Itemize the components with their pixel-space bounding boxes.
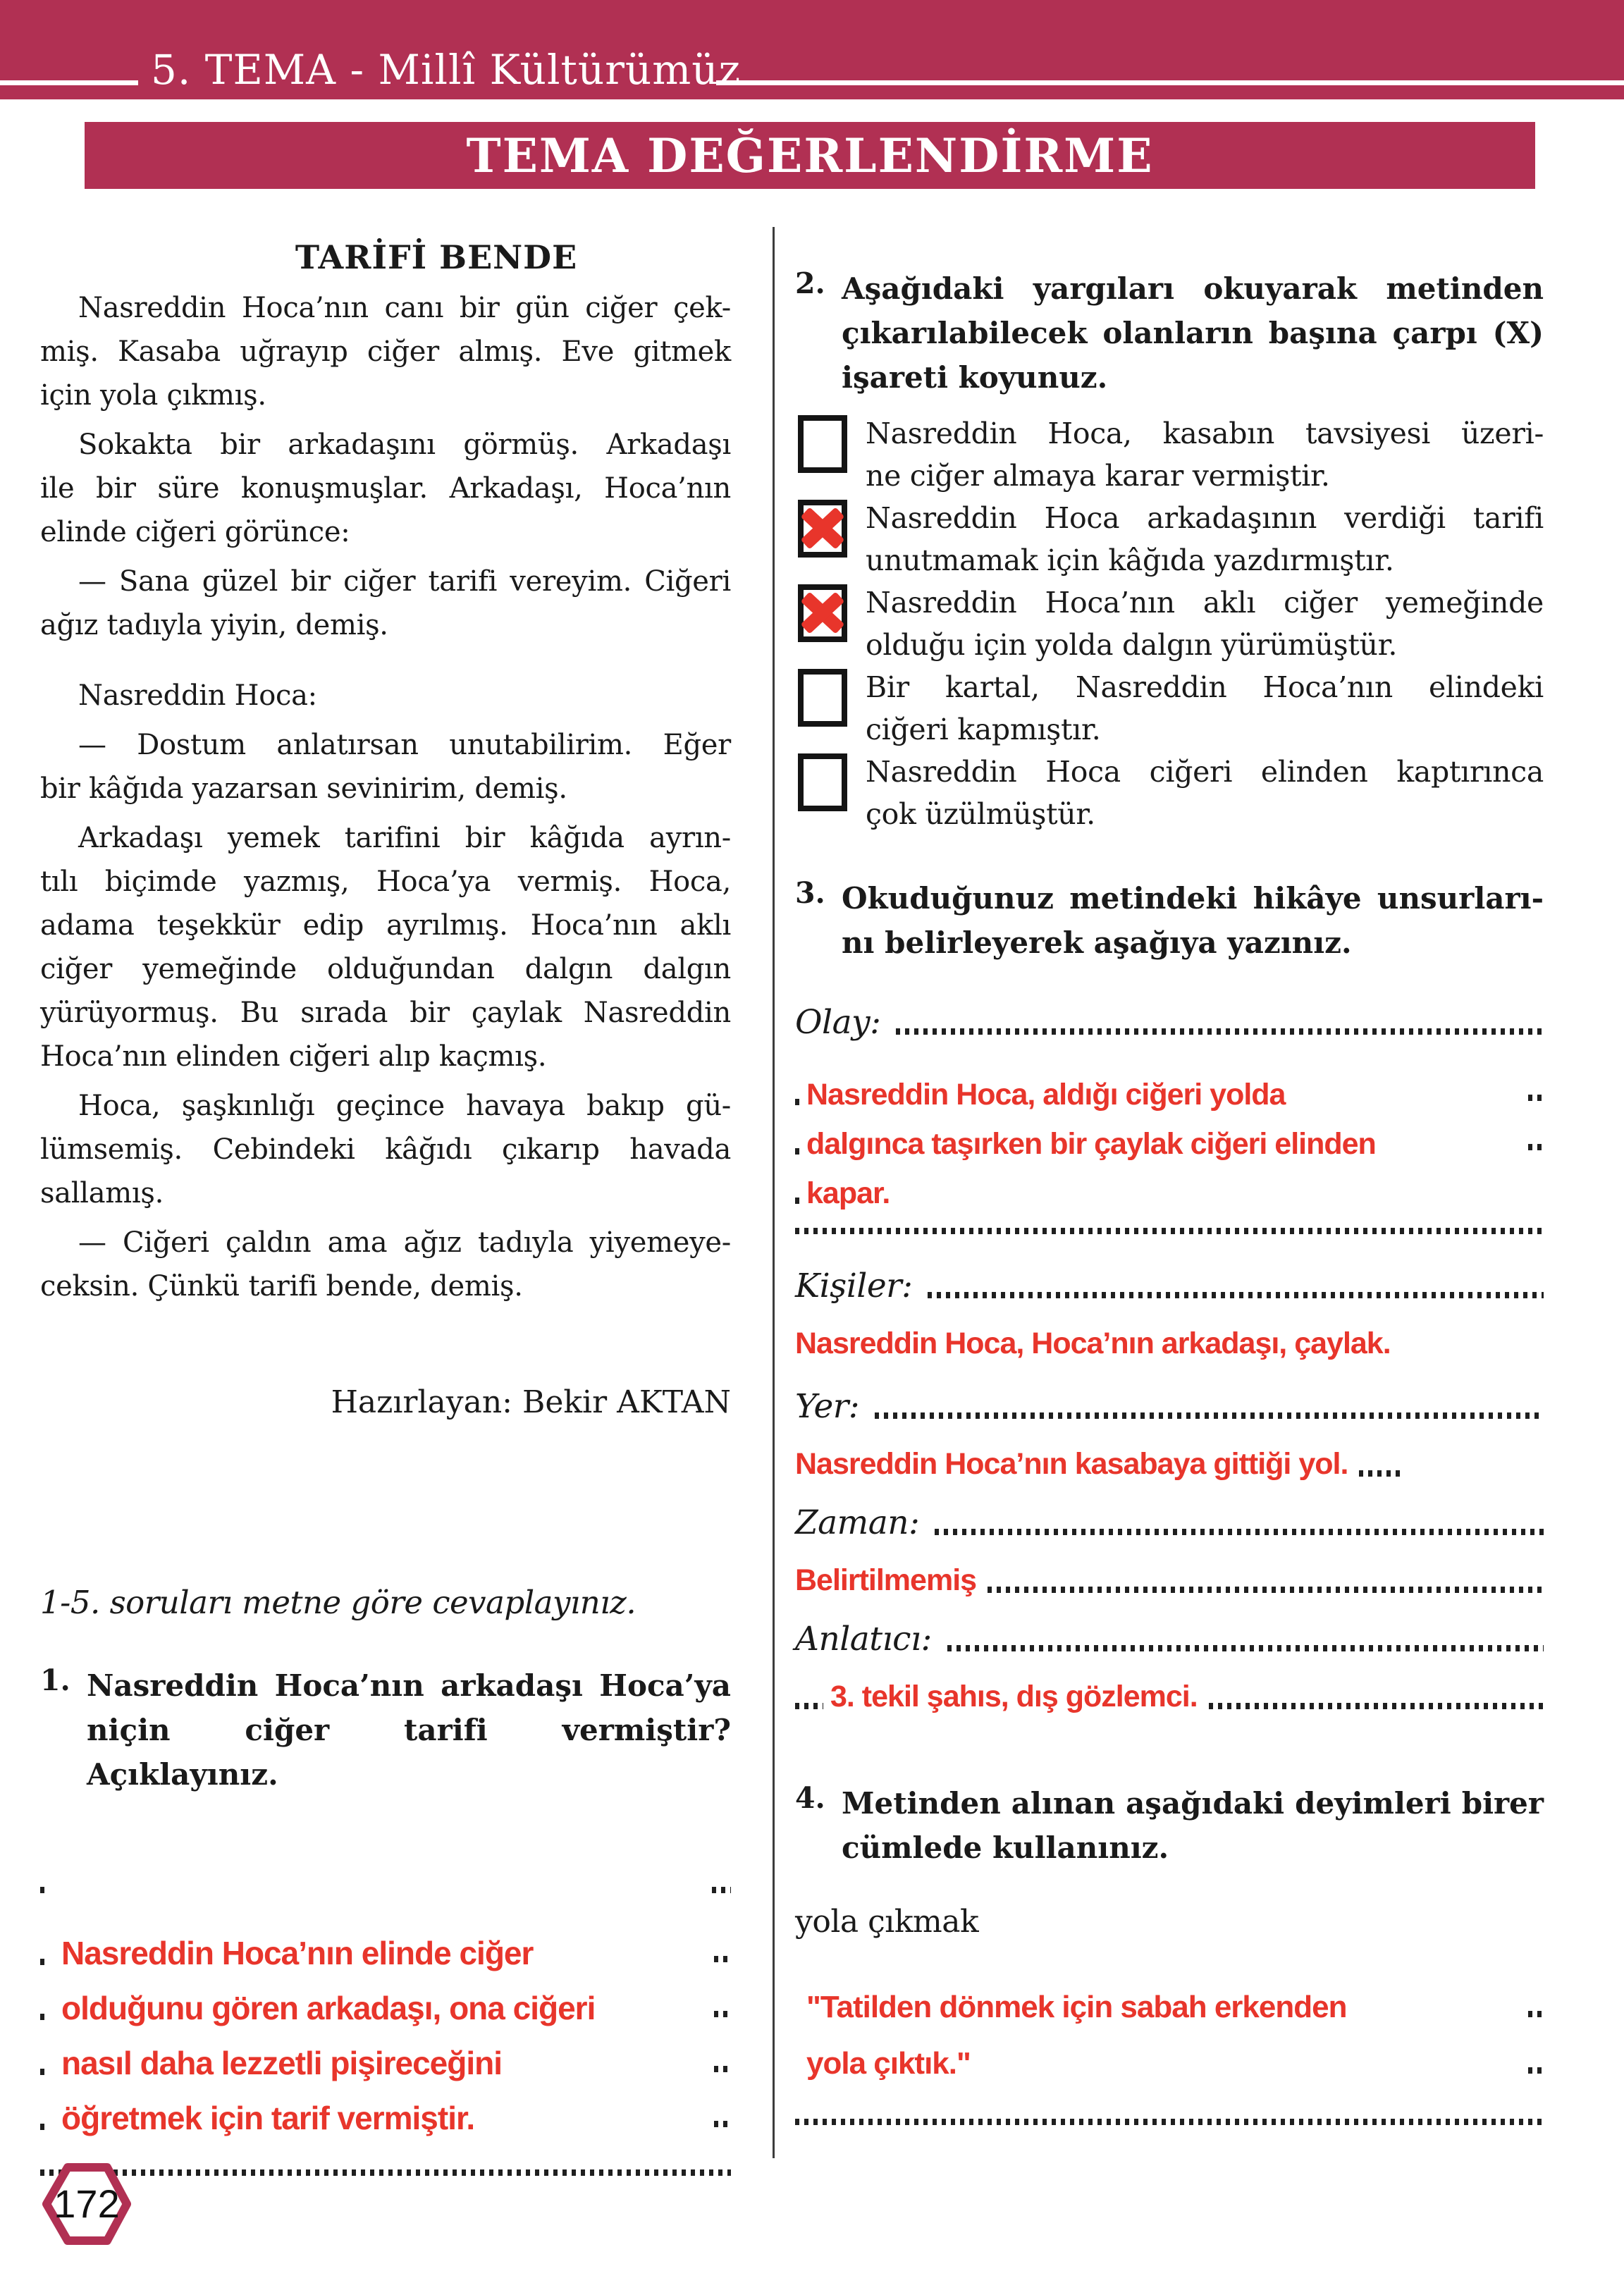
idiom-text: yola çıkmak [795,1904,979,1940]
story-title: TARİFİ BENDE [295,238,578,276]
answer-blank-line[interactable] [935,1529,1544,1535]
text-line: bir kâğıda yazarsan sevinirim, demiş. [40,772,567,805]
header-rule-right [716,80,1624,85]
text-line: yürüyormuş. Bu sırada bir çaylak Nasreddin [40,997,731,1029]
instructions-line: 1-5. soruları metne göre cevaplayınız. [40,1584,636,1621]
text-line: — Dostum anlatırsan unutabilirim. Eğer [78,729,731,761]
checkbox-item [795,412,1544,497]
question-2-text [842,266,1544,400]
answer-blank-line[interactable] [896,1028,1544,1035]
text-line: işareti koyunuz. [842,360,1108,395]
right-column [795,233,1544,2125]
text-line: için yola çıkmış. [40,379,266,412]
text-line: Sokakta bir arkadaşını görmüş. Arkadaşı [78,429,731,461]
answer-text: Nasreddin Hoca, Hoca’nın arkadaşı, çaylak. [795,1326,1391,1360]
story-paragraph [40,1221,731,1308]
text-line: miş. Kasaba uğrayıp ciğer almış. Eve gitmek [40,336,731,368]
question-4-number: 4. [795,1781,825,1815]
checkbox[interactable] [798,753,847,811]
question-4-text [842,1781,1544,1870]
header-rule-left [0,80,138,85]
text-line: — Sana güzel bir ciğer tarifi vereyim. Ciğeri [78,565,731,598]
checkbox[interactable] [798,415,847,473]
text-line: olduğunu gören arkadaşı, ona ciğeri [40,1981,731,2036]
text-line: Okuduğunuz metindeki hikâye unsurları- [842,881,1544,916]
question-3 [795,876,1544,965]
answer-text: Nasreddin Hoca, aldığı ciğeri yolda [795,1070,1544,1119]
page-header-band [0,0,1624,99]
text-line: Aşağıdaki yargıları okuyarak metinden [842,271,1544,306]
field-label: Anlatıcı: [795,1620,932,1658]
question-2-number: 2. [795,266,825,300]
text-line: ciğer yemeğinde olduğundan dalgın dalgın [40,953,731,985]
text-line: adama teşekkür edip ayrılmış. Hoca’nın aklı [40,909,731,942]
dotted-fragment [795,1703,823,1709]
text-line: ağız tadıyla yiyin, demiş. [40,609,388,641]
text-line: Metinden alınan aşağıdaki deyimleri birer [842,1786,1544,1821]
answer-text: dalgınca taşırken bir çaylak ciğeri elinden [795,1119,1544,1169]
text-line: lümsemiş. Cebindeki kâğıdı çıkarıp havada [40,1133,731,1166]
text-line: ile bir süre konuşmuşlar. Arkadaşı, Hoca’nın [40,472,731,505]
text-line: çıkarılabilecek olanların başına çarpı (X) [842,316,1544,350]
text-line: nı belirleyerek aşağıya yazınız. [842,925,1352,960]
field-anlatici [795,1620,1544,1658]
page-number-badge [41,2162,133,2246]
question-3-number: 3. [795,876,825,910]
checkbox-item-text: ne ciğer almaya karar vermiştir. [866,459,1330,493]
checkbox-item [795,666,1544,751]
answer-blank-line[interactable] [1209,1703,1544,1709]
text-line: Arkadaşı yemek tarifini bir kâğıda ayrın- [78,822,731,854]
field-kisiler [795,1267,1544,1305]
checkbox[interactable] [798,500,847,558]
text-line: Hoca, şaşkınlığı geçince havaya bakıp gü- [78,1090,731,1122]
field-kisiler-answer [795,1324,1544,1363]
question-1 [40,1663,731,1797]
field-label: Yer: [795,1387,860,1426]
field-yer [795,1387,1544,1426]
answer-text: 3. tekil şahıs, dış gözlemci. [830,1680,1198,1713]
text-line: — Ciğeri çaldın ama ağız tadıyla yiyemeye- [78,1226,731,1259]
dotted-fragment [712,1887,731,1893]
answer-blank-line[interactable] [928,1292,1544,1298]
text-line: tılı biçimde yazmış, Hoca’ya vermiş. Hoca, [40,866,731,898]
question-1-number: 1. [40,1663,70,1697]
evaluation-banner-title: TEMA DEĞERLENDİRME [466,128,1154,183]
answer-text: "Tatilden dönmek için sabah erkenden [795,1979,1544,2036]
answer-text: Nasreddin Hoca’nın kasabaya gittiği yol. [795,1447,1348,1481]
answer-blank-line[interactable] [875,1412,1544,1419]
checkbox-item-text: Nasreddin Hoca arkadaşının verdiği tarifi [866,501,1544,535]
checkbox[interactable] [798,669,847,727]
answer-blank-line[interactable] [795,2119,1544,2125]
text-line: cümlede kullanınız. [842,1830,1169,1865]
answer-text: Belirtilmemiş [795,1563,977,1597]
checkbox[interactable] [798,584,847,642]
text-line: Nasreddin Hoca’nın canı bir gün ciğer çek- [78,292,731,324]
answer-text: yola çıktık." [795,2036,1544,2092]
text-line: Nasreddin Hoca’nın elinde ciğer [40,1926,731,1981]
text-line: niçin ciğer tarifi vermiştir? Açıklayınız. [87,1713,731,1792]
checkbox-item-text: olduğu için yolda dalgın yürümüştür. [866,628,1398,662]
field-label: Olay: [795,1003,881,1042]
text-line: Hoca’nın elinden ciğeri alıp kaçmış. [40,1040,547,1073]
field-yer-answer [795,1444,1544,1484]
author-line: Hazırlayan: Bekir AKTAN [331,1384,731,1420]
theme-title: 5. TEMA - Millî Kültürümüz [151,46,742,94]
dotted-fragment [40,1887,49,1893]
question-1-answer [40,1926,731,2146]
field-label: Kişiler: [795,1267,913,1305]
question-2 [795,266,1544,400]
story-paragraph [40,723,731,811]
answer-blank-line[interactable] [947,1645,1544,1651]
checkbox-item [795,751,1544,835]
left-column [40,233,731,2176]
text-line: nasıl daha lezzetli pişireceğini [40,2036,731,2091]
text-line: ceksin. Çünkü tarifi bende, demiş. [40,1270,523,1303]
answer-blank-line[interactable] [795,1228,1544,1234]
checkbox-item [795,581,1544,666]
text-line: Nasreddin Hoca’nın arkadaşı Hoca’ya [87,1668,731,1703]
question-4-answer [795,1979,1544,2092]
checkbox-item-text: ciğeri kapmıştır. [866,713,1101,746]
question-4 [795,1781,1544,1870]
story-paragraph [40,674,731,718]
story-paragraph [40,816,731,1078]
checkbox-item-text: unutmamak için kâğıda yazdırmıştır. [866,543,1394,577]
story-paragraph [40,286,731,417]
evaluation-banner [85,122,1535,189]
field-label: Zaman: [795,1503,920,1542]
answer-text: kapar. [795,1169,1544,1218]
checkbox-item-text: Nasreddin Hoca, kasabın tavsiyesi üzeri- [866,417,1544,450]
checkbox-item-text: Bir kartal, Nasreddin Hoca’nın elindeki [866,670,1544,704]
page-number: 172 [54,2181,120,2226]
checkbox-item [795,497,1544,581]
text-line: Nasreddin Hoca: [78,679,317,712]
checkbox-item-text: Nasreddin Hoca ciğeri elinden kaptırınca [866,755,1544,789]
field-zaman-answer [795,1560,1544,1600]
column-divider [773,227,775,2158]
checkbox-item-text: Nasreddin Hoca’nın aklı ciğer yemeğinde [866,586,1544,620]
text-line: sallamış. [40,1177,164,1209]
answer-blank-line[interactable] [988,1587,1544,1593]
text-line: elinde ciğeri görünce: [40,516,350,548]
field-anlatici-answer [795,1677,1544,1716]
checkbox-list [795,412,1544,835]
story-paragraph [40,1084,731,1215]
story-paragraph [40,423,731,554]
checkbox-item-text: çok üzülmüştür. [866,797,1095,831]
question-3-text [842,876,1544,965]
text-line: öğretmek için tarif vermiştir. [40,2091,731,2146]
field-zaman [795,1503,1544,1542]
field-olay [795,1003,1544,1042]
dotted-fragment [1359,1470,1404,1477]
answer-blank-line[interactable] [40,2169,731,2176]
story-paragraph [40,560,731,647]
answer-rule-fragments [40,1887,731,1893]
field-olay-answer [795,1070,1544,1218]
question-1-text [87,1663,731,1797]
